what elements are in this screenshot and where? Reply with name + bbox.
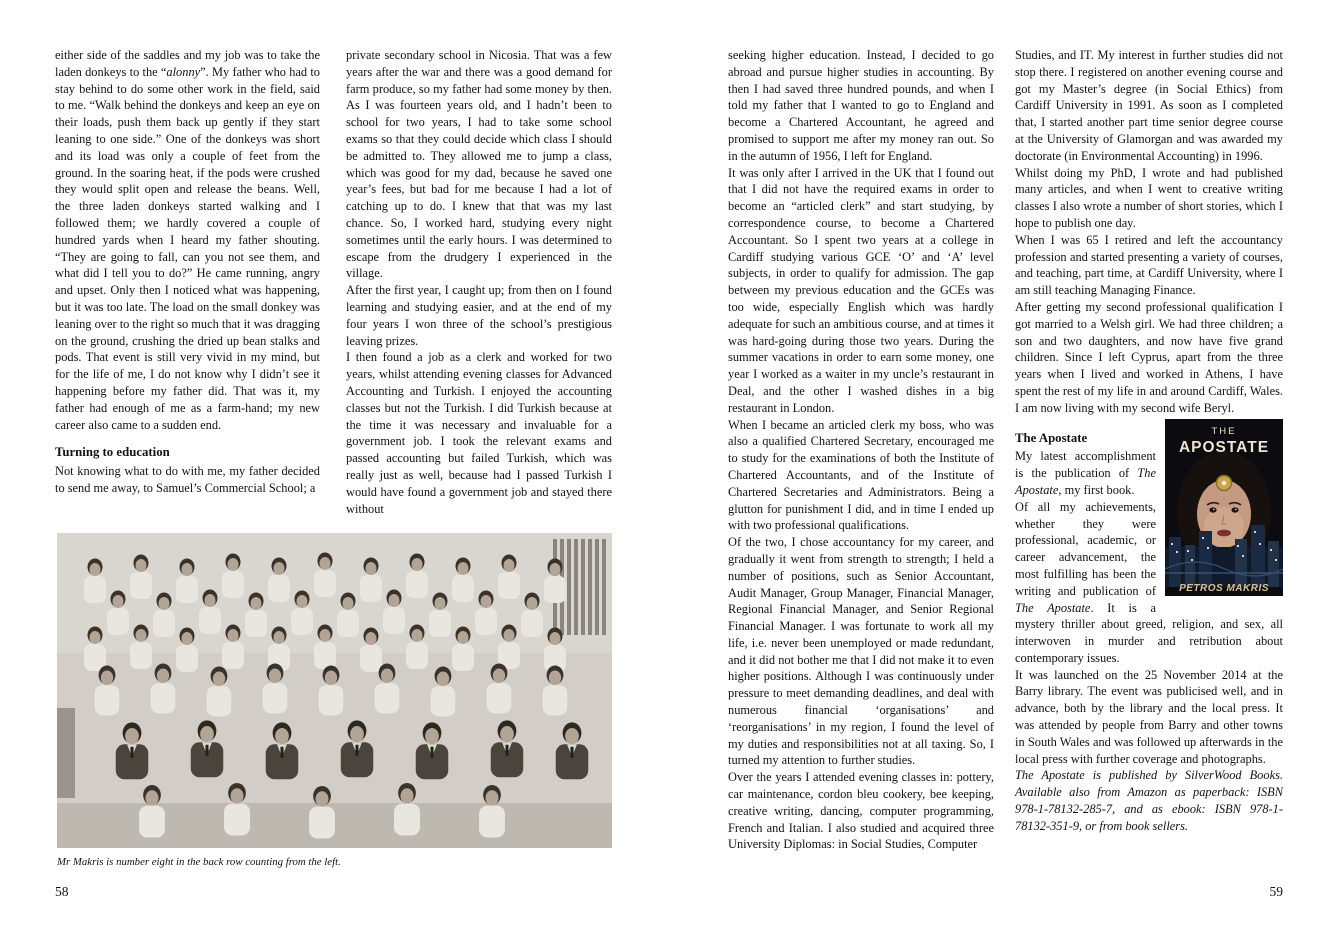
paragraph: Whilst doing my PhD, I wrote and had published many articles, and when I went to creative writing classes I also wrote a number of short stories, which I hope to publish one day.	[1015, 165, 1283, 230]
paragraph: When I was 65 I retired and left the accountancy profession and started presenting a variety of courses, and teaching, part time, at Cardiff University, where I am still teaching Managing Finance.	[1015, 232, 1283, 298]
paragraph: Not knowing what to do with me, my father decided to send me away, to Samuel’s Commercial School; a	[55, 464, 320, 495]
paragraph: My latest accomplishment is the publication of The Apostate, my first book.	[1015, 449, 1156, 497]
paragraph: either side of the saddles and my job was to take the laden donkeys to the “alonny”. My father who had to stay behind to do some other work in the field, said to me. “Walk behind the donkeys and keep an eye on their loads, push them back up gently if they start leaning to one side.” One of the donkeys was short and its load was only a couple of feet from the ground. In the soaring heat, if the pods were crushed they would split open and release the beans. Well, the three laden donkeys started walking and I followed them; we hardly covered a couple of hundred yards when I heard my father shouting. “They are going to fall, can you not see them, and what did I tell you to do?” He came running, angry and upset. Only then I noticed what was happening, but it was too late. The load on the small donkey was leaning over to the right so much that it was dragging on the ground, crushing the dried up bean stalks and pods. That event is still very vivid in my mind, but for the life of me, I do not know why I didn’t see it happening before my father did. That was it, my father had enough of me as a farm-hand; my new career also came to a sudden end.	[55, 48, 320, 432]
section-heading-the-apostate: The Apostate	[1015, 430, 1088, 445]
class-group-photo-illustration	[57, 533, 612, 848]
paragraph: Of all my achievements, whether they were professional, academic, or career advancement, the most fulfilling has been the writing and publication of The Apostate. It is a mystery thriller about greed, religion, and sex, all interwoven in murder and retribution about contemporary issues.	[1015, 499, 1283, 665]
book-cover-illustration	[1165, 419, 1283, 596]
photo-caption: Mr Makris is number eight in the back row counting from the left.	[57, 856, 341, 868]
page58-column-1	[55, 47, 320, 497]
page59-column-2	[1015, 47, 1283, 835]
publisher-note: The Apostate is published by SilverWood Books. Available also from Amazon as paperback: ISBN 978-1-78132-285-7, and as ebook: ISBN 978-1-78132-351-9, or from book sellers.	[1015, 768, 1283, 833]
paragraph: It was only after I arrived in the UK that I found out that I did not have the required exams in order to become an “articled clerk” and start studying, by correspondence course, to become a Chartered Accountant. So I spent two years at a college in Cardiff studying various GCE ‘O’ and ‘A’ level subjects, in order to qualify for admission. The gap between my previous education and the GCEs was too wide, especially English which was hardly adequate for such an ambitious course, and at times it was hard-going during those two years. During the summer vacations in order to earn some money, one year I worked as a waiter in my uncle’s restaurant in Deal, and the other I washed dishes in a big restaurant in London.	[728, 165, 994, 415]
class-group-photo	[57, 533, 612, 848]
cover-author: PETROS MAKRIS	[1179, 582, 1269, 594]
paragraph: It was launched on the 25 November 2014 at the Barry library. The event was publicised well, and in advance, both by the library and the local press. It was attended by people from Barry and other towns in South Wales and was followed up afterwards in the local press with further coverage and photographs.	[1015, 667, 1283, 766]
paragraph: I then found a job as a clerk and worked for two years, whilst attending evening classes for Advanced Accounting and Turkish. I enjoyed the accounting classes but not the Turkish. I did Turkish because at the time it was necessary and invaluable for a government job. I took the relevant exams and passed accounting but failed Turkish, which was really just as well, because had I passed Turkish I would have found a government job and stayed there without	[346, 350, 612, 516]
cover-title-line1: THE	[1211, 425, 1237, 437]
page-number-59: 59	[1269, 884, 1283, 899]
book-cover-the-apostate	[1165, 419, 1283, 596]
section-heading-turning-to-education: Turning to education	[55, 445, 170, 460]
cover-title-line2: APOSTATE	[1178, 438, 1270, 456]
paragraph: Over the years I attended evening classes in: pottery, car maintenance, cordon bleu cookery, bee keeping, creative writing, dancing, computer programming, French and Italian. I also studied and acquired three University Diplomas: in Social Studies, Computer	[728, 770, 994, 852]
paragraph: After the first year, I caught up; from then on I found learning and studying easier, and at the end of my four years I won three of the school’s prestigious leaving prizes.	[346, 283, 612, 348]
page58-column-2	[346, 47, 612, 517]
paragraph: When I became an articled clerk my boss, who was also a qualified Chartered Secretary, encouraged me to study for the examinations of both the Institute of Chartered Accountants, and of the Institute of Chartered Secretaries and Administrators. Being a glutton for punishment I did, and in time I ended up with two professional qualifications.	[728, 417, 994, 533]
paragraph: private secondary school in Nicosia. That was a few years after the war and there was a good demand for farm produce, so my father had some money by then. As I was fourteen years old, and I hadn’t been to school for two years, I had to take some school exams so that they could decide which class I should be admitted to. They allowed me to jump a class, which was good for my dad, because he saved one year’s fees, but bad for me because I had a lot of catching up to do. I knew that that was my last chance. So, I worked hard, studying every night sometimes until the early hours. I was determined to escape from the drudgery I experienced in the village.	[346, 48, 612, 281]
paragraph: seeking higher education. Instead, I decided to go abroad and pursue higher studies in accounting. By then I had saved three hundred pounds, and when I told my father that I wanted to go to England and become a Chartered Accountant, he agreed and promised to support me after my money ran out. So in the autumn of 1956, I left for England.	[728, 48, 994, 163]
page-number-58: 58	[55, 884, 69, 899]
page59-column-1	[728, 47, 994, 853]
paragraph: Studies, and IT. My interest in further studies did not stop there. I registered on another evening course and got my Master’s degree (in Social Ethics) from Cardiff University in 1991. As soon as I completed that, I started another part time senior degree course at the University of Glamorgan and was awarded my doctorate (in Environmental Accounting) in 1996.	[1015, 48, 1283, 163]
paragraph: Of the two, I chose accountancy for my career, and gradually it went from strength to strength; I held a number of positions, such as Senior Accountant, Audit Manager, Group Manager, Financial Manager, Regional Financial Manager, and Senior Regional Financial Manager. I was fortunate to work all my life, i.e. never been unemployed or made redundant, and it did not bother me that I did not make it to even higher positions. Although I was continuously under pressure to meet demanding deadlines, and deal with numerous financial ‘organisations’ and ‘reorganisations’ in my region, I found the level of my duties and responsibilities not at all taxing. So, I turned my attention to further studies.	[728, 535, 994, 768]
paragraph: After getting my second professional qualification I got married to a Welsh girl. We had three children; a son and two daughters, and now have five grand children. Since I left Cyprus, apart from the three years when I lived and worked in Athens, I have spent the rest of my life in and around Cardiff, Wales. I am now living with my second wife Beryl.	[1015, 299, 1283, 415]
